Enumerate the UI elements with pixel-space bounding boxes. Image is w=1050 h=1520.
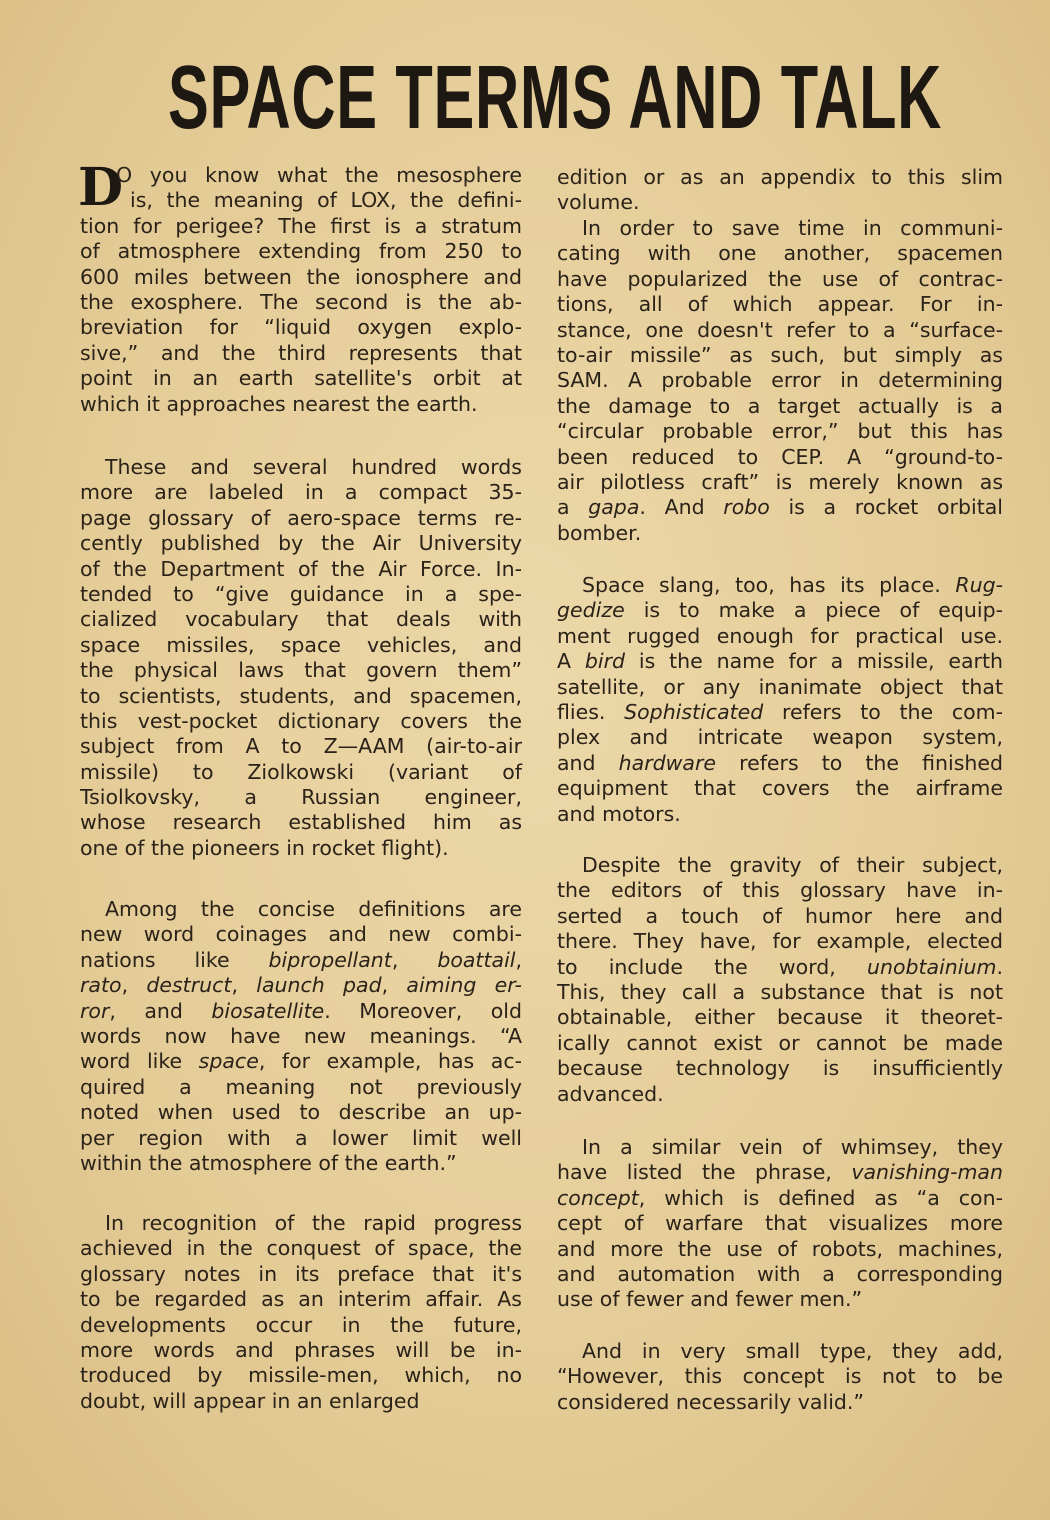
paragraph [80,163,522,417]
text-line: subject from A to Z—AAM (air-to-air [80,734,522,759]
paragraph [557,1339,1003,1415]
italic-term: ror [80,998,110,1023]
text-line: which it approaches nearest the earth. [80,391,478,416]
text-segment: Space slang, too, has its place. [582,573,956,597]
text-line: noted when used to describe an up- [80,1100,522,1125]
text-line: advanced. [557,1081,664,1106]
text-line: the exosphere. The second is the ab- [80,289,522,314]
text-line: words now have new meanings. “A [80,1023,522,1048]
text-segment: , [381,973,407,998]
text-line: to-air missile” as such, but simply as [557,342,1003,367]
italic-term: vanishing-man [851,1160,1003,1185]
text-segment: have listed the phrase, [557,1160,852,1185]
text-line: “circular probable error,” but this has [557,419,1003,444]
text-segment: nations like [80,947,269,972]
text-segment: flies. [557,699,625,724]
paragraph [557,853,1003,1107]
text-segment: , which is defined as “a con- [638,1185,1003,1210]
text-line: ment rugged enough for practical use. [557,623,1003,648]
text-line: tion for perigee? The first is a stratum [80,213,522,238]
text-segment: a [557,495,589,520]
text-line: tions, all of which appear. For in- [557,292,1003,317]
text-line: this vest-pocket dictionary covers the [80,708,522,733]
italic-term: bipropellant [268,947,392,972]
text-line: glossary notes in its preface that it's [80,1261,522,1286]
text-segment: , and [109,998,212,1023]
text-line: new word coinages and new combi- [80,922,522,947]
text-line: the editors of this glossary have in- [557,878,1003,903]
italic-term: Sophisticated [624,699,764,724]
text-line [80,1049,522,1074]
article-title: SPACE TERMS AND TALK [168,48,943,148]
text-line: of the Department of the Air Force. In- [80,556,522,581]
text-line: achieved in the conquest of space, the [80,1236,522,1261]
text-segment: . And [639,495,724,520]
text-line: edition or as an appendix to this slim [557,165,1003,189]
italic-term: Rug- [955,573,1003,597]
text-line: plex and intricate weapon system, [557,725,1003,750]
text-line: missile) to Ziolkowski (variant of [80,759,522,784]
text-line: In a similar vein of whimsey, they [582,1135,1003,1159]
text-line [557,649,1003,674]
text-line: doubt, will appear in an enlarged [80,1388,420,1413]
text-line: bomber. [557,520,642,545]
text-line: because technology is insufficiently [557,1056,1003,1081]
text-line: And in very small type, they add, [582,1339,1003,1363]
text-line: considered necessarily valid.” [557,1389,865,1414]
italic-term: bird [584,649,626,674]
text-line: have popularized the use of contrac- [557,266,1003,291]
text-line: been reduced to CEP. A “ground-to- [557,444,1003,469]
text-line: Tsiolkovsky, a Russian engineer, [80,785,522,810]
text-line [557,1186,1003,1211]
italic-term: launch pad [256,973,382,998]
text-line: and motors. [557,801,681,826]
text-segment: , [231,973,257,998]
text-line: In order to save time in communi- [582,216,1003,240]
text-line: per region with a lower limit well [80,1125,522,1150]
text-line: cating with one another, spacemen [557,241,1003,266]
text-line: O you know what the mesosphere [116,163,522,187]
text-line: tended to “give guidance in a spe- [80,581,522,606]
text-line: SAM. A probable error in determining [557,368,1003,393]
text-line [557,495,1003,520]
text-line: In recognition of the rapid progress [105,1211,522,1235]
text-segment: is the name for a missile, earth [625,649,1003,674]
text-segment: , [121,973,147,998]
text-line: space missiles, space vehicles, and [80,632,522,657]
italic-term: boattail [437,947,516,972]
text-line: point in an earth satellite's orbit at [80,366,522,391]
italic-term: gedize [557,598,625,623]
text-line: to scientists, students, and spacemen, [80,683,522,708]
text-segment: to include the word, [557,954,867,979]
italic-term: unobtainium [866,954,997,979]
paragraph [557,573,1003,827]
text-segment: word like [80,1049,199,1074]
text-line: and more the use of robots, machines, [557,1236,1003,1261]
text-line: sive,” and the third represents that [80,340,522,365]
text-line: breviation for “liquid oxygen explo- [80,315,522,340]
text-line: Among the concise definitions are [105,897,522,921]
italic-term: hardware [618,750,717,775]
text-line: quired a meaning not previously [80,1074,522,1099]
paragraph [80,1211,522,1414]
text-line [80,999,522,1024]
text-line [557,751,1003,776]
text-line: obtainable, either because it theoret- [557,1005,1003,1030]
text-line: cialized vocabulary that deals with [80,607,522,632]
text-segment: , [515,947,522,972]
drop-cap: D [78,157,124,218]
text-segment: . [996,954,1003,979]
paragraph [80,455,522,861]
italic-term: gapa [588,495,640,520]
text-segment: A [557,649,585,674]
italic-term: aiming er- [406,973,522,998]
italic-term: space [198,1049,259,1074]
text-line [557,598,1003,623]
italic-term: rato [80,973,122,998]
text-line: air pilotless craft” is merely known as [557,469,1003,494]
text-segment: refers to the com- [763,699,1004,724]
italic-term: biosatellite [211,998,325,1023]
text-line: “However, this concept is not to be [557,1364,1003,1389]
text-line [557,700,1003,725]
text-line: cept of warfare that visualizes more [557,1211,1003,1236]
paragraph [557,1135,1003,1313]
italic-term: robo [723,495,770,520]
text-line: more words and phrases will be in- [80,1337,522,1362]
text-line: ically cannot exist or cannot be made [557,1030,1003,1055]
text-line: page glossary of aero-space terms re- [80,505,522,530]
text-segment: and [557,750,619,775]
text-line [557,1160,1003,1185]
text-line [557,573,1003,598]
text-line: to be regarded as an interim affair. As [80,1287,522,1312]
text-segment: . Moreover, old [324,998,522,1023]
text-segment: refers to the finished [716,750,1003,775]
text-line [80,948,522,973]
text-line: developments occur in the future, [80,1312,522,1337]
text-line: the damage to a target actually is a [557,393,1003,418]
text-line: within the atmosphere of the earth.” [80,1150,457,1175]
text-segment: is a rocket orbital [769,495,1003,520]
text-line: equipment that covers the airframe [557,776,1003,801]
text-line: volume. [557,190,640,215]
text-line: and automation with a corresponding [557,1261,1003,1286]
text-line: one of the pioneers in rocket flight). [80,835,449,860]
text-line: These and several hundred words [105,455,522,479]
text-line: use of fewer and fewer men.” [557,1287,863,1312]
text-line [557,955,1003,980]
text-line: Despite the gravity of their subject, [582,853,1003,877]
paragraph [557,216,1003,546]
paragraph [557,165,1003,216]
text-line [80,973,522,998]
text-line: cently published by the Air University [80,531,522,556]
text-line: there. They have, for example, elected [557,929,1003,954]
text-line: troduced by missile-men, which, no [80,1363,522,1388]
text-segment: is to make a piece of equip- [624,598,1003,623]
text-line: is, the meaning of LOX, the defini- [130,188,522,213]
text-segment: , for example, has ac- [258,1049,522,1074]
italic-term: destruct [146,973,232,998]
text-line: serted a touch of humor here and [557,903,1003,928]
text-line: of atmosphere extending from 250 to [80,239,522,264]
text-line: whose research established him as [80,810,522,835]
text-segment: , [391,947,438,972]
text-line: stance, one doesn't refer to a “surface- [557,317,1003,342]
text-line: This, they call a substance that is not [557,979,1003,1004]
text-line: the physical laws that govern them” [80,658,522,683]
text-line: 600 miles between the ionosphere and [80,264,522,289]
text-line: satellite, or any inanimate object that [557,674,1003,699]
text-line: more are labeled in a compact 35- [80,480,522,505]
paragraph [80,897,522,1176]
italic-term: concept [557,1185,639,1210]
